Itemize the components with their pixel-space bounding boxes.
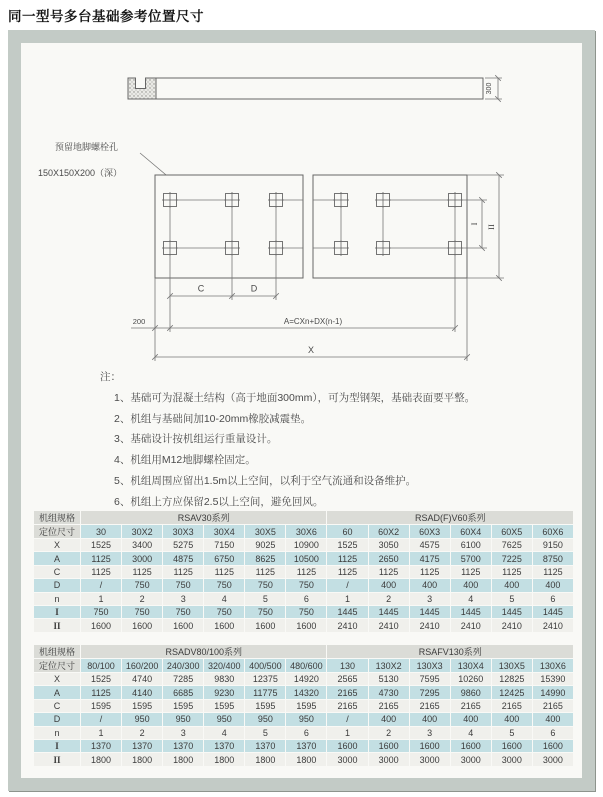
value-cell: / [327, 579, 367, 591]
bolt-hole [333, 240, 349, 256]
value-cell: 3000 [327, 753, 367, 765]
value-cell: 750 [163, 606, 203, 618]
value-cell: 1600 [369, 740, 409, 752]
model-header-cell: 320/400 [204, 659, 244, 672]
value-cell: 6 [286, 593, 326, 605]
value-cell: 1445 [492, 606, 532, 618]
value-cell: 1600 [163, 619, 203, 631]
model-header-cell: 60X3 [410, 525, 450, 538]
bolt-hole [162, 192, 178, 208]
value-cell: 3 [163, 593, 203, 605]
value-cell: 1595 [286, 700, 326, 712]
model-header-cell: 60X4 [451, 525, 491, 538]
value-cell: 1600 [327, 740, 367, 752]
dim-I-label: I [469, 222, 479, 226]
value-cell: 3000 [122, 552, 162, 564]
value-cell: 4 [204, 727, 244, 739]
value-cell: 5275 [163, 539, 203, 551]
value-cell: 1600 [286, 619, 326, 631]
value-cell: 400 [369, 713, 409, 725]
value-cell: 7595 [410, 673, 450, 685]
unit-spec-header-cell: 机组规格 [34, 645, 80, 658]
model-header-cell: 30X4 [204, 525, 244, 538]
value-cell: 2410 [533, 619, 573, 631]
callout-bolt-hole-label: 预留地脚螺栓孔 [55, 142, 119, 152]
value-cell: 9025 [245, 539, 285, 551]
value-cell: 11775 [245, 686, 285, 698]
value-cell: 1125 [204, 566, 244, 578]
model-header-cell: 240/300 [163, 659, 203, 672]
value-cell: 1 [327, 727, 367, 739]
value-cell: 400 [410, 713, 450, 725]
row-label-cell: C [34, 700, 80, 712]
model-header-cell: 30X6 [286, 525, 326, 538]
row-label-cell: n [34, 593, 80, 605]
value-cell: 7285 [163, 673, 203, 685]
page-title: 同一型号多台基础参考位置尺寸 [8, 9, 204, 24]
value-cell: 14920 [286, 673, 326, 685]
notes-label: 注： [100, 371, 121, 383]
value-cell: 3000 [492, 753, 532, 765]
value-cell: 750 [122, 606, 162, 618]
value-cell: 1 [327, 593, 367, 605]
dimension-table-rsav30-rsadv60 [33, 510, 574, 633]
value-cell: 2165 [327, 700, 367, 712]
value-cell: 3 [410, 727, 450, 739]
foundation-diagram [21, 43, 582, 375]
value-cell: 2165 [533, 700, 573, 712]
value-cell: 2165 [369, 700, 409, 712]
value-cell: 6685 [163, 686, 203, 698]
value-cell: 6100 [451, 539, 491, 551]
value-cell: 14990 [533, 686, 573, 698]
value-cell: 1600 [410, 740, 450, 752]
value-cell: 1125 [327, 552, 367, 564]
model-header-cell: 30X3 [163, 525, 203, 538]
value-cell: 1800 [204, 753, 244, 765]
value-cell: 3000 [410, 753, 450, 765]
value-cell: / [81, 713, 121, 725]
dim-X-label: X [307, 345, 315, 355]
value-cell: 1600 [533, 740, 573, 752]
value-cell: 400 [492, 579, 532, 591]
value-cell: 3000 [369, 753, 409, 765]
value-cell: 1595 [122, 700, 162, 712]
value-cell: 750 [286, 579, 326, 591]
bolt-hole [375, 192, 391, 208]
value-cell: 750 [204, 606, 244, 618]
model-header-cell: 130 [327, 659, 367, 672]
dim-C-label: C [197, 283, 205, 294]
value-cell: 750 [245, 606, 285, 618]
value-cell: 14320 [286, 686, 326, 698]
model-header-cell: 130X5 [492, 659, 532, 672]
dimension-table-rsadv80-rsafv130 [33, 644, 574, 767]
value-cell: 5130 [369, 673, 409, 685]
side-view [128, 77, 483, 99]
plan-view [155, 175, 467, 278]
value-cell: 6 [533, 593, 573, 605]
value-cell: 1600 [492, 740, 532, 752]
value-cell: 1595 [245, 700, 285, 712]
value-cell: 6 [533, 727, 573, 739]
value-cell: 1370 [81, 740, 121, 752]
model-header-cell: 60X6 [533, 525, 573, 538]
row-label-cell: I [34, 740, 80, 752]
value-cell: 8750 [533, 552, 573, 564]
value-cell: 10500 [286, 552, 326, 564]
value-cell: 2410 [492, 619, 532, 631]
value-cell: 9860 [451, 686, 491, 698]
value-cell: 750 [286, 606, 326, 618]
value-cell: 1600 [245, 619, 285, 631]
value-cell: 5 [245, 593, 285, 605]
row-label-cell: D [34, 713, 80, 725]
note-item: 1、基础可为混凝土结构（高于地面300mm），可为型钢架，基础表面要平整。 [114, 391, 476, 404]
value-cell: 2 [122, 727, 162, 739]
value-cell: 950 [245, 713, 285, 725]
value-cell: 3400 [122, 539, 162, 551]
value-cell: 400 [533, 713, 573, 725]
model-header-cell: 30X5 [245, 525, 285, 538]
value-cell: 400 [451, 579, 491, 591]
dim-II-label: II [486, 224, 496, 230]
value-cell: 750 [163, 579, 203, 591]
value-cell: 2165 [492, 700, 532, 712]
model-header-cell: 130X2 [369, 659, 409, 672]
value-cell: 1595 [163, 700, 203, 712]
value-cell: 1370 [163, 740, 203, 752]
dim-300-label: 300 [486, 82, 493, 95]
bolt-hole [268, 240, 284, 256]
value-cell: 12375 [245, 673, 285, 685]
value-cell: 1 [81, 727, 121, 739]
model-header-cell: 80/100 [81, 659, 121, 672]
value-cell: 400 [451, 713, 491, 725]
note-item: 5、机组周围应留出1.5m以上空间，以利于空气流通和设备维护。 [114, 474, 417, 487]
bolt-hole [224, 192, 240, 208]
model-header-cell: 60X2 [369, 525, 409, 538]
value-cell: 4875 [163, 552, 203, 564]
value-cell: 2165 [327, 686, 367, 698]
value-cell: 1600 [451, 740, 491, 752]
bolt-hole [447, 192, 463, 208]
value-cell: 950 [204, 713, 244, 725]
value-cell: 1800 [163, 753, 203, 765]
row-label-cell: X [34, 539, 80, 551]
row-label-cell: C [34, 566, 80, 578]
value-cell: 1125 [327, 566, 367, 578]
value-cell: 1600 [81, 619, 121, 631]
value-cell: 5 [245, 727, 285, 739]
value-cell: 5 [492, 727, 532, 739]
series-header-cell: RSADV80/100系列 [81, 645, 326, 658]
value-cell: 3050 [369, 539, 409, 551]
notes-section [100, 367, 475, 513]
model-header-cell: 130X3 [410, 659, 450, 672]
value-cell: 12825 [492, 673, 532, 685]
bolt-hole [375, 240, 391, 256]
value-cell: 4575 [410, 539, 450, 551]
notes-items [100, 388, 475, 513]
unit-spec-header-cell: 机组规格 [34, 511, 80, 524]
value-cell: 3 [163, 727, 203, 739]
value-cell: 7150 [204, 539, 244, 551]
value-cell: 1595 [81, 700, 121, 712]
value-cell: 1125 [81, 686, 121, 698]
value-cell: 1525 [81, 539, 121, 551]
dim-A-formula-label: A=CXn+DX(n-1) [283, 317, 343, 326]
value-cell: 10260 [451, 673, 491, 685]
value-cell: 1125 [286, 566, 326, 578]
note-item: 3、基础设计按机组运行重量设计。 [114, 433, 278, 446]
model-header-cell: 60X5 [492, 525, 532, 538]
value-cell: 2650 [369, 552, 409, 564]
value-cell: 6750 [204, 552, 244, 564]
row-label-cell: X [34, 673, 80, 685]
series-header-cell: RSAV30系列 [81, 511, 326, 524]
note-item: 6、机组上方应保留2.5以上空间，避免回风。 [114, 495, 324, 508]
value-cell: 750 [81, 606, 121, 618]
value-cell: 1445 [327, 606, 367, 618]
value-cell: 4 [451, 593, 491, 605]
value-cell: 2410 [327, 619, 367, 631]
dim-D-label: D [250, 283, 258, 294]
value-cell: 4 [451, 727, 491, 739]
row-label-cell: A [34, 686, 80, 698]
value-cell: 9830 [204, 673, 244, 685]
model-header-cell: 60 [327, 525, 367, 538]
bolt-hole [268, 192, 284, 208]
value-cell: 7625 [492, 539, 532, 551]
value-cell: 1800 [245, 753, 285, 765]
value-cell: 1445 [533, 606, 573, 618]
value-cell: 750 [122, 579, 162, 591]
value-cell: 950 [122, 713, 162, 725]
value-cell: 2 [122, 593, 162, 605]
dim-I-II [462, 172, 504, 281]
callout-hole-size-label: 150X150X200（深） [38, 168, 123, 178]
value-cell: 1600 [204, 619, 244, 631]
value-cell: 1125 [122, 566, 162, 578]
value-cell: 1125 [533, 566, 573, 578]
value-cell: 1445 [451, 606, 491, 618]
row-label-cell: D [34, 579, 80, 591]
value-cell: 4 [204, 593, 244, 605]
model-header-cell: 160/200 [122, 659, 162, 672]
note-item: 2、机组与基础间加10-20mm橡胶减震垫。 [114, 412, 312, 425]
value-cell: 1525 [81, 673, 121, 685]
content-frame [8, 30, 595, 791]
value-cell: 1800 [81, 753, 121, 765]
value-cell: / [327, 713, 367, 725]
value-cell: 2410 [410, 619, 450, 631]
value-cell: 9230 [204, 686, 244, 698]
row-label-cell: II [34, 619, 80, 631]
bolt-hole [447, 240, 463, 256]
value-cell: 950 [163, 713, 203, 725]
value-cell: 6 [286, 727, 326, 739]
value-cell: 1125 [163, 566, 203, 578]
value-cell: 5 [492, 593, 532, 605]
value-cell: 1370 [245, 740, 285, 752]
value-cell: 15390 [533, 673, 573, 685]
value-cell: 400 [410, 579, 450, 591]
series-header-cell: RSAD(F)V60系列 [327, 511, 573, 524]
value-cell: 7225 [492, 552, 532, 564]
row-label-cell: I [34, 606, 80, 618]
value-cell: 400 [533, 579, 573, 591]
value-cell: 400 [492, 713, 532, 725]
value-cell: 2165 [451, 700, 491, 712]
series-header-cell: RSAFV130系列 [327, 645, 573, 658]
bolt-hole [224, 240, 240, 256]
frame-inner [21, 43, 582, 778]
value-cell: 1600 [122, 619, 162, 631]
value-cell: 1 [81, 593, 121, 605]
value-cell: 1125 [81, 552, 121, 564]
value-cell: 1445 [410, 606, 450, 618]
value-cell: 1800 [122, 753, 162, 765]
value-cell: 1125 [492, 566, 532, 578]
value-cell: 4740 [122, 673, 162, 685]
value-cell: 9150 [533, 539, 573, 551]
value-cell: 750 [245, 579, 285, 591]
positioning-dim-header-cell: 定位尺寸 [34, 659, 80, 672]
value-cell: 950 [286, 713, 326, 725]
value-cell: 1445 [369, 606, 409, 618]
value-cell: 1800 [286, 753, 326, 765]
value-cell: 5700 [451, 552, 491, 564]
value-cell: 400 [369, 579, 409, 591]
positioning-dim-header-cell: 定位尺寸 [34, 525, 80, 538]
value-cell: 2410 [451, 619, 491, 631]
value-cell: 2 [369, 593, 409, 605]
model-header-cell: 480/600 [286, 659, 326, 672]
model-header-cell: 400/500 [245, 659, 285, 672]
note-item: 4、机组用M12地脚螺栓固定。 [114, 454, 256, 467]
value-cell: 750 [204, 579, 244, 591]
value-cell: 1525 [327, 539, 367, 551]
value-cell: 1125 [410, 566, 450, 578]
value-cell: / [81, 579, 121, 591]
value-cell: 2165 [410, 700, 450, 712]
value-cell: 10900 [286, 539, 326, 551]
row-label-cell: II [34, 753, 80, 765]
value-cell: 1125 [451, 566, 491, 578]
model-header-cell: 30 [81, 525, 121, 538]
value-cell: 2565 [327, 673, 367, 685]
value-cell: 1125 [245, 566, 285, 578]
row-label-cell: n [34, 727, 80, 739]
value-cell: 4175 [410, 552, 450, 564]
model-header-cell: 130X6 [533, 659, 573, 672]
value-cell: 3000 [451, 753, 491, 765]
value-cell: 3000 [533, 753, 573, 765]
value-cell: 1125 [81, 566, 121, 578]
value-cell: 1125 [369, 566, 409, 578]
row-label-cell: A [34, 552, 80, 564]
value-cell: 4730 [369, 686, 409, 698]
value-cell: 2410 [369, 619, 409, 631]
bolt-hole [333, 192, 349, 208]
value-cell: 8625 [245, 552, 285, 564]
value-cell: 4140 [122, 686, 162, 698]
value-cell: 1370 [122, 740, 162, 752]
value-cell: 1370 [204, 740, 244, 752]
value-cell: 2 [369, 727, 409, 739]
value-cell: 1370 [286, 740, 326, 752]
bolt-hole [162, 240, 178, 256]
value-cell: 1595 [204, 700, 244, 712]
model-header-cell: 30X2 [122, 525, 162, 538]
value-cell: 3 [410, 593, 450, 605]
model-header-cell: 130X4 [451, 659, 491, 672]
value-cell: 12425 [492, 686, 532, 698]
dim-200-label: 200 [132, 317, 146, 326]
value-cell: 7295 [410, 686, 450, 698]
